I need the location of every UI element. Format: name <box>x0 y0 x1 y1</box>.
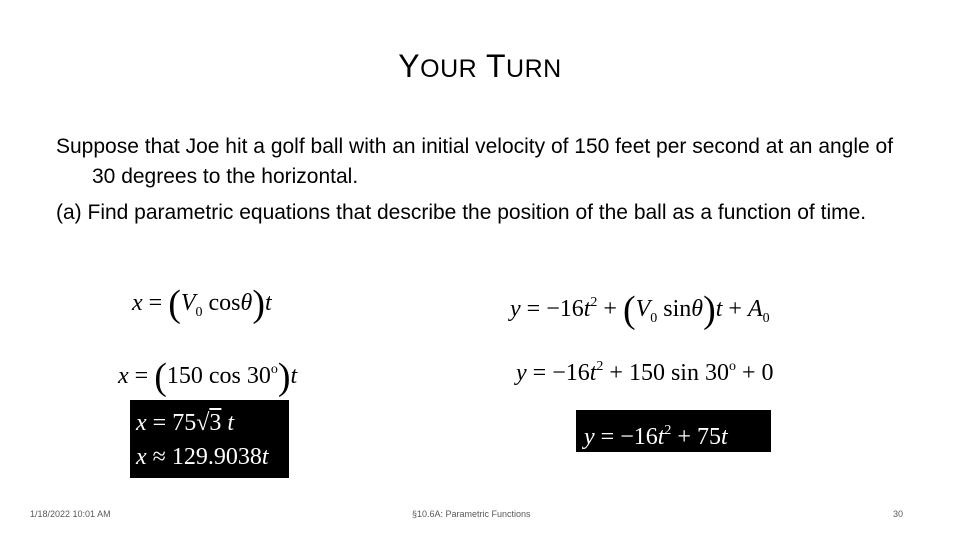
title-word-2-rest: URN <box>506 55 562 83</box>
equation-x-exact: x = 75√3 t <box>136 410 235 436</box>
equation-x-approx: x ≈ 129.9038t <box>136 444 269 470</box>
equation-y-general: $y = -16t^2 + (V_0$ $\sin\theta)t + A_0$ <box>510 289 770 331</box>
slide-body <box>56 132 916 234</box>
equation-x-substituted: x = (150 cos 30$^o$)t <box>118 356 298 398</box>
footer-page-number: 30 <box>893 509 904 519</box>
footer-date: 1/18/2022 10:01 AM <box>30 509 111 519</box>
title-word-1-initial: Y <box>398 48 421 84</box>
title-word-1-rest: OUR <box>420 55 478 83</box>
footer-section: §10.6A: Parametric Functions <box>412 509 531 519</box>
problem-statement: Suppose that Joe hit a golf ball with an initial velocity of 150 feet per second at an angle of 30 degrees to the horizontal. <box>56 135 894 188</box>
x-result-box <box>130 400 289 478</box>
equation-y-final: $y = -16t^2 + 75t$ <box>576 410 771 452</box>
part-a-question: (a) Find parametric equations that describe the position of the ball as a function of time. <box>56 201 867 224</box>
slide-title <box>0 48 960 85</box>
title-word-2-initial: T <box>486 48 507 84</box>
equation-y-substituted: $y = -16t^2 + 150$ $\sin 30^o + 0$ <box>516 359 774 386</box>
equation-x-general: $x = (V_0$ cosθ)t <box>132 283 272 325</box>
